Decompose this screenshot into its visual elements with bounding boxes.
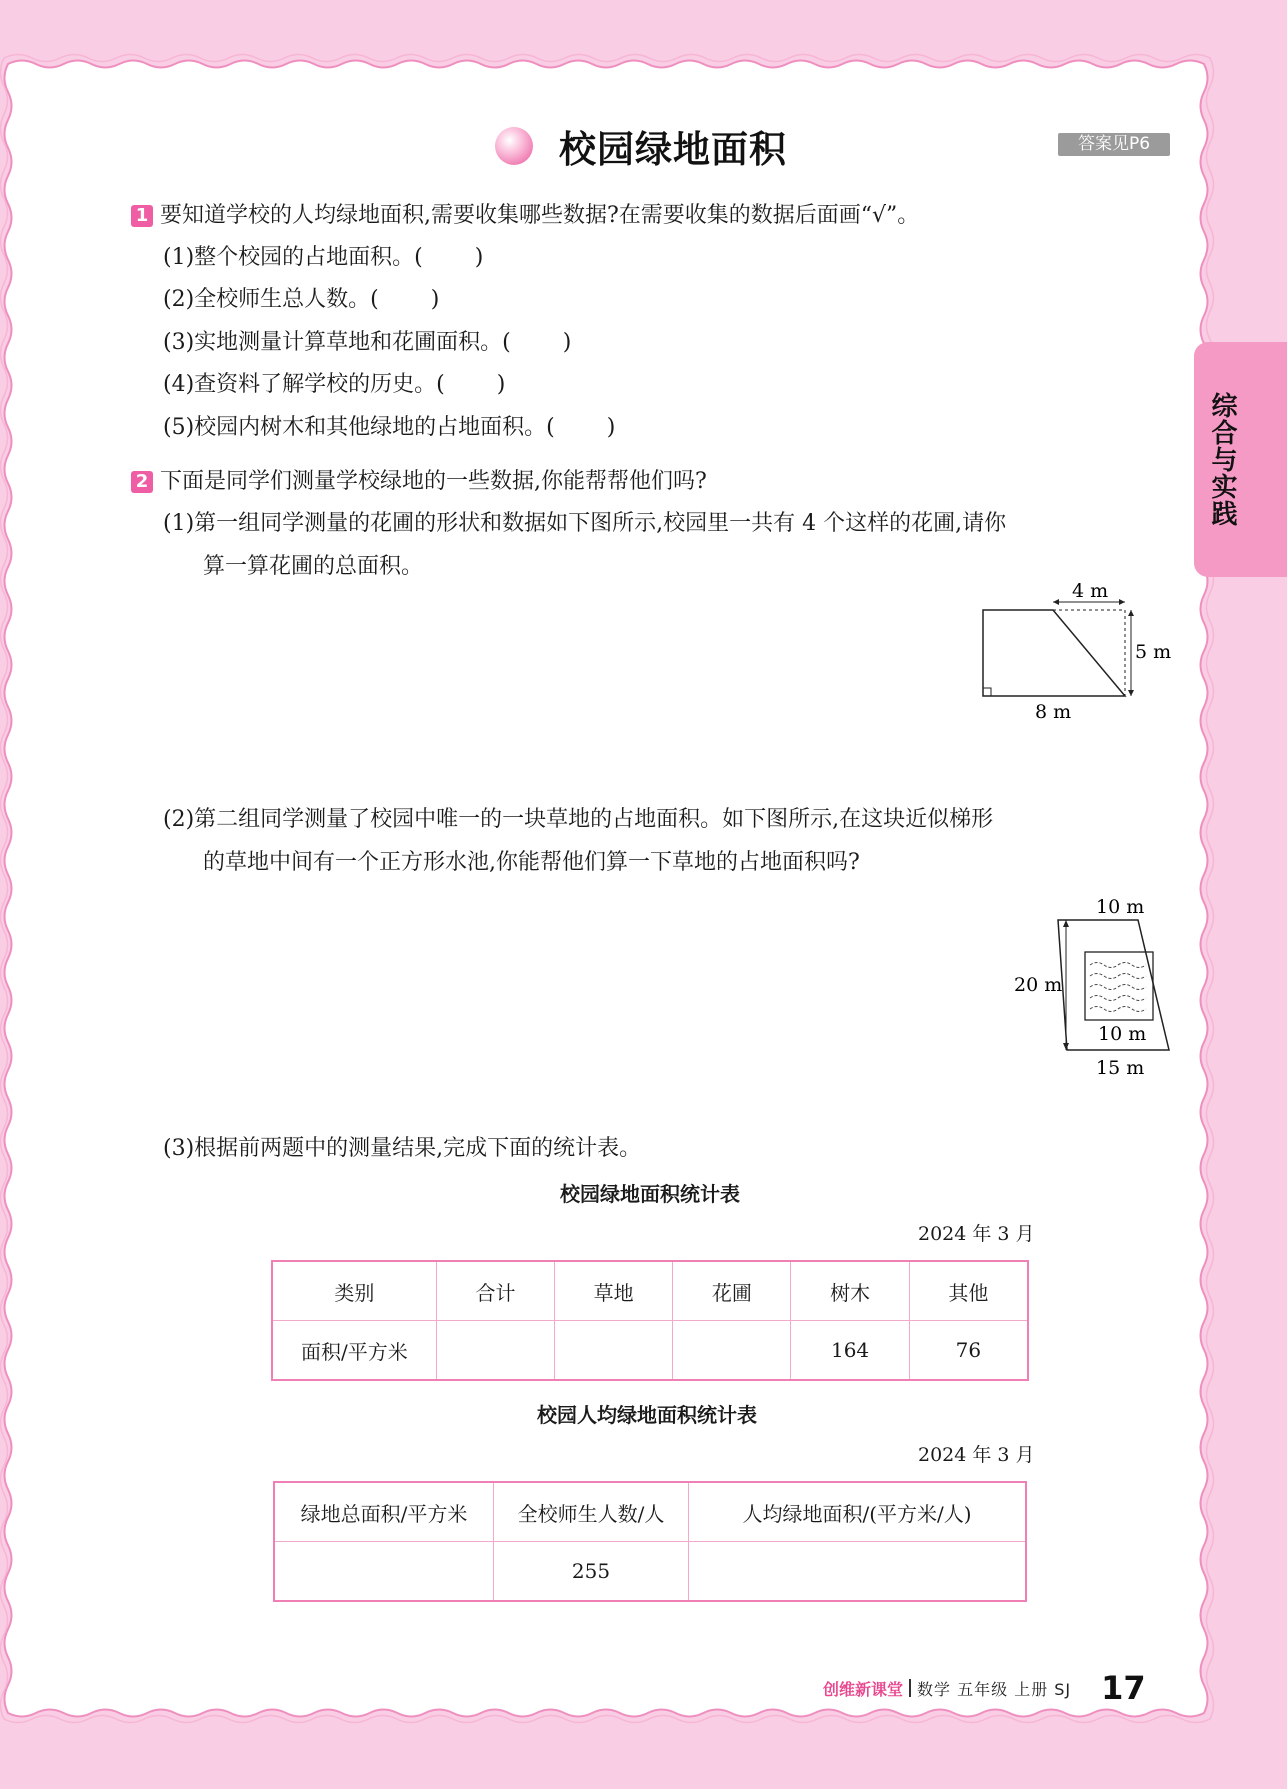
q1-item-3-close: ) xyxy=(562,330,572,355)
fig1-right-label: 5 m xyxy=(1135,641,1172,663)
table-1-title: 校园绿地面积统计表 xyxy=(560,1182,740,1206)
t2-total-area-cell[interactable] xyxy=(274,1542,494,1602)
side-tab-label: 综合与实践 xyxy=(1207,392,1237,527)
question-1-number: 1 xyxy=(131,205,153,227)
table-2-header-row xyxy=(274,1482,1026,1542)
table-2-title: 校园人均绿地面积统计表 xyxy=(537,1403,757,1427)
q1-item-2-text: (2)全校师生总人数。( xyxy=(163,287,379,312)
flower-bed-figure xyxy=(975,578,1185,728)
per-capita-table xyxy=(273,1481,1027,1602)
q1-item-4 xyxy=(163,370,505,400)
fig1-top-label: 4 m xyxy=(1072,580,1109,602)
q2-part-1-line-2: 算一算花圃的总面积。 xyxy=(203,554,424,579)
question-2-number: 2 xyxy=(131,471,153,493)
lawn-pond-figure xyxy=(1010,890,1185,1080)
q1-item-2 xyxy=(163,285,439,315)
t1-header-flowerbed: 花圃 xyxy=(673,1261,791,1321)
q1-item-3-text: (3)实地测量计算草地和花圃面积。( xyxy=(163,330,511,355)
t1-flowerbed-cell[interactable] xyxy=(673,1321,791,1381)
t1-header-total: 合计 xyxy=(436,1261,554,1321)
q1-item-5-text: (5)校园内树木和其他绿地的占地面积。( xyxy=(163,415,555,440)
q1-item-1-text: (1)整个校园的占地面积。( xyxy=(163,245,423,270)
footer-divider xyxy=(909,1679,911,1697)
q2-part-2-line-1: (2)第二组同学测量了校园中唯一的一块草地的占地面积。如下图所示,在这块近似梯形 xyxy=(163,807,994,832)
t2-people-cell: 255 xyxy=(494,1542,689,1602)
page-footer xyxy=(823,1669,1146,1707)
footer-book-info: 数学 五年级 上册 SJ xyxy=(917,1679,1072,1699)
q2-part-3-line: (3)根据前两题中的测量结果,完成下面的统计表。 xyxy=(163,1136,642,1161)
answer-reference-badge: 答案见P6 xyxy=(1058,133,1170,156)
table-1-header-row xyxy=(272,1261,1028,1321)
q1-item-2-close: ) xyxy=(430,287,440,312)
page-number: 17 xyxy=(1101,1669,1146,1707)
title-block xyxy=(495,118,787,174)
table-2-data-row xyxy=(274,1542,1026,1602)
t1-trees-cell: 164 xyxy=(791,1321,909,1381)
t2-header-per-capita: 人均绿地面积/(平方米/人) xyxy=(689,1482,1027,1542)
fig1-bottom-label: 8 m xyxy=(1035,701,1072,723)
table-2-date: 2024 年 3 月 xyxy=(918,1444,1035,1466)
t1-header-lawn: 草地 xyxy=(555,1261,673,1321)
q1-item-1 xyxy=(163,243,483,273)
t1-header-trees: 树木 xyxy=(791,1261,909,1321)
fig2-left-label: 20 m xyxy=(1014,974,1063,996)
t1-row-label: 面积/平方米 xyxy=(272,1321,436,1381)
t2-header-people: 全校师生人数/人 xyxy=(494,1482,689,1542)
question-2-prompt: 下面是同学们测量学校绿地的一些数据,你能帮帮他们吗? xyxy=(160,469,707,494)
flower-bed-shape xyxy=(983,610,1125,696)
q1-item-4-text: (4)查资料了解学校的历史。( xyxy=(163,372,445,397)
q1-item-4-close: ) xyxy=(496,372,506,397)
question-1-prompt: 要知道学校的人均绿地面积,需要收集哪些数据?在需要收集的数据后面画“√”。 xyxy=(160,203,920,228)
t1-lawn-cell[interactable] xyxy=(555,1321,673,1381)
t1-other-cell: 76 xyxy=(909,1321,1028,1381)
green-area-table xyxy=(271,1260,1029,1381)
q1-item-5 xyxy=(163,413,615,443)
q2-part-2-line-2: 的草地中间有一个正方形水池,你能帮他们算一下草地的占地面积吗? xyxy=(203,850,860,875)
fig2-top-label: 10 m xyxy=(1096,896,1145,918)
t1-header-other: 其他 xyxy=(909,1261,1028,1321)
t2-per-capita-cell[interactable] xyxy=(689,1542,1027,1602)
pink-ball-icon xyxy=(495,127,533,165)
q1-item-5-close: ) xyxy=(606,415,616,440)
q1-item-1-close: ) xyxy=(474,245,484,270)
right-angle-mark xyxy=(983,688,991,696)
footer-brand: 创维新课堂 xyxy=(823,1679,904,1699)
water-wave-lines xyxy=(1090,963,1146,1012)
q1-item-3 xyxy=(163,328,571,358)
fig2-bottom-label: 15 m xyxy=(1096,1057,1145,1079)
table-1-date: 2024 年 3 月 xyxy=(918,1223,1035,1245)
table-1-data-row xyxy=(272,1321,1028,1381)
page-title: 校园绿地面积 xyxy=(559,128,787,171)
t1-total-cell[interactable] xyxy=(436,1321,554,1381)
q2-part-1-line-1: (1)第一组同学测量的花圃的形状和数据如下图所示,校园里一共有 4 个这样的花圃,请你 xyxy=(163,511,1007,536)
fig2-inner-label: 10 m xyxy=(1098,1023,1147,1045)
t2-header-total-area: 绿地总面积/平方米 xyxy=(274,1482,494,1542)
t1-header-category: 类别 xyxy=(272,1261,436,1321)
